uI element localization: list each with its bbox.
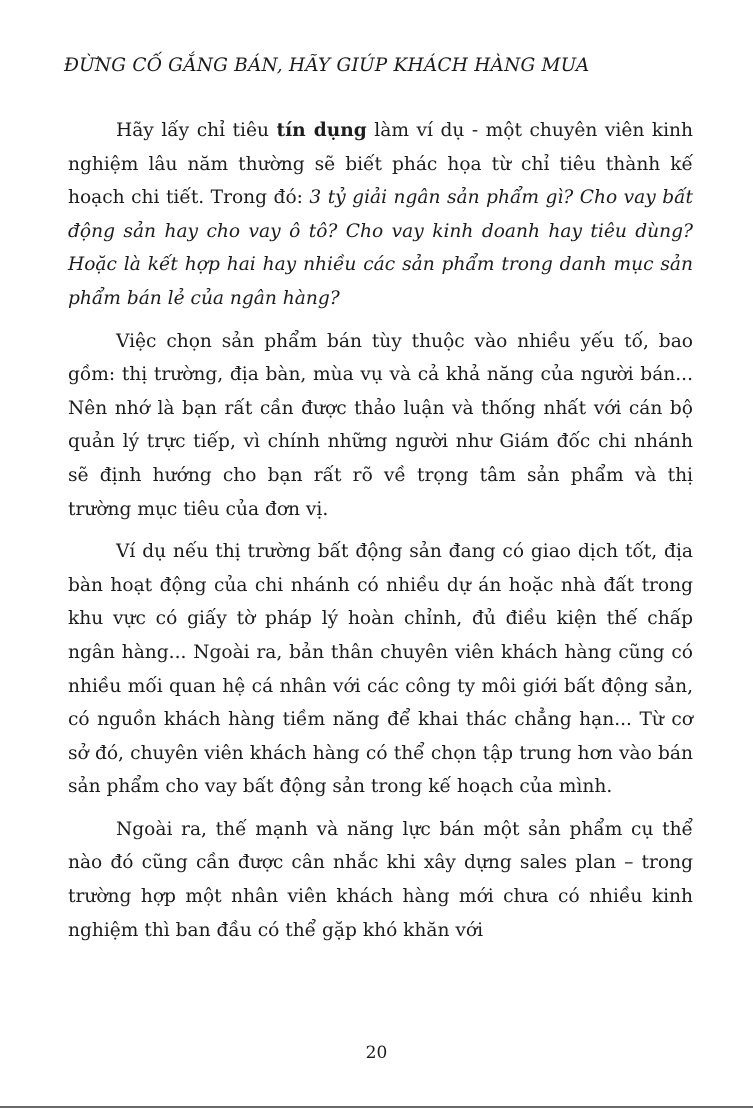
paragraph-1 [68, 114, 693, 316]
paragraph-3: Ví dụ nếu thị trường bất động sản đang có giao dịch tốt, địa bàn hoạt động của chi nhánh có nhiều dự án hoặc nhà đất trong khu vực có giấy tờ pháp lý hoàn chỉnh, đủ điều kiện thế chấp ngân hàng... Ngoài ra, bản thân chuyên viên khách hàng cũng có nhiều mối quan hệ cá nhân với các công ty môi giới bất động sản, có nguồn khách hàng tiềm năng để khai thác chẳng hạn... Từ cơ sở đó, chuyên viên khách hàng có thể chọn tập trung hơn vào bán sản phẩm cho vay bất động sản trong kế hoạch của mình. [68, 541, 693, 798]
paragraph-1-italic-questions: 3 tỷ giải ngân sản phẩm gì? Cho vay bất động sản hay cho vay ô tô? Cho vay kinh doanh hay tiêu dùng? Hoặc là kết hợp hai hay nhiều các sản phẩm trong danh mục sản phẩm bán lẻ của ngân hàng? [68, 187, 693, 309]
paragraph-1-bold-term: tín dụng [276, 120, 367, 141]
body-text [68, 114, 693, 947]
paragraph-2: Việc chọn sản phẩm bán tùy thuộc vào nhiều yếu tố, bao gồm: thị trường, địa bàn, mùa vụ và cả khả năng của người bán... Nên nhớ là bạn rất cần được thảo luận và thống nhất với cán bộ quản lý trực tiếp, vì chính những người như Giám đốc chi nhánh sẽ định hướng cho bạn rất rõ về trọng tâm sản phẩm và thị trường mục tiêu của đơn vị. [68, 330, 693, 520]
paragraph-1-body: làm ví dụ - một chuyên viên kinh nghiệm lâu năm thường sẽ biết phác họa từ chỉ tiêu thành kế hoạch chi tiết. Trong đó: [68, 120, 693, 209]
paragraph-4: Ngoài ra, thế mạnh và năng lực bán một sản phẩm cụ thể nào đó cũng cần được cân nhắc khi xây dựng sales plan – trong trường hợp một nhân viên khách hàng mới chưa có nhiều kinh nghiệm thì ban đầu có thể gặp khó khăn với [68, 818, 693, 941]
bottom-edge-rule [0, 1106, 753, 1108]
page-number: 20 [365, 1043, 388, 1063]
running-header: ĐỪNG CỐ GẮNG BÁN, HÃY GIÚP KHÁCH HÀNG MUA [64, 55, 590, 76]
paragraph-1-intro: Hãy lấy chỉ tiêu [116, 120, 277, 141]
